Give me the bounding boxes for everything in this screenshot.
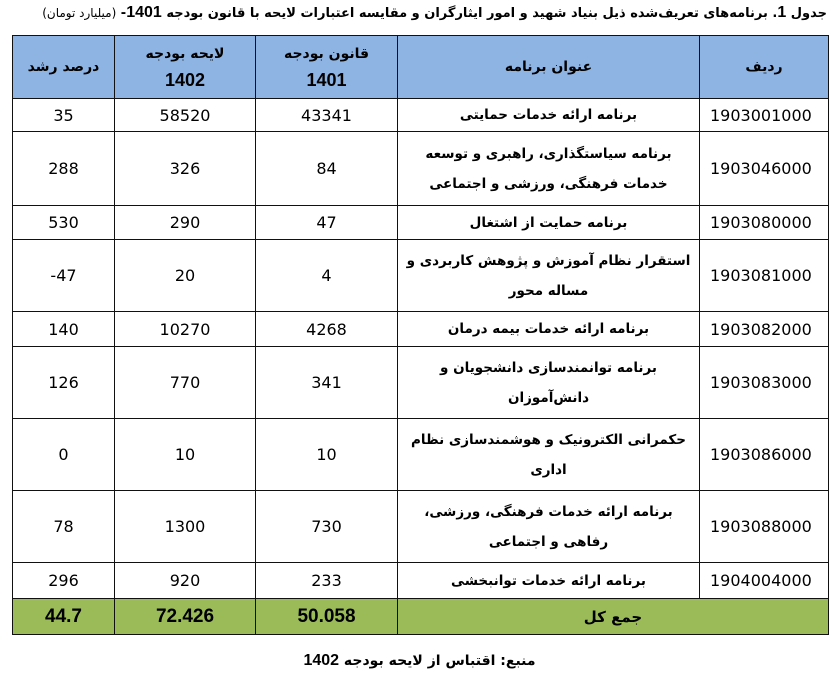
caption-year: 1401 (126, 4, 162, 21)
row-growth: 140 (13, 312, 115, 347)
row-bill-1402: 290 (115, 206, 256, 240)
row-bill-1402: 770 (115, 347, 256, 419)
total-bill-1402: 72.426 (115, 599, 256, 635)
row-growth: 126 (13, 347, 115, 419)
total-law-1401: 50.058 (256, 599, 398, 635)
row-law-1401: 43341 (256, 99, 398, 132)
caption-dash: - (116, 6, 127, 21)
row-code: 1903082000 (700, 312, 829, 347)
row-code: 1903001000 (700, 99, 829, 132)
caption-unit: (میلیارد تومان) (42, 6, 117, 20)
caption-prefix: جدول (786, 6, 827, 21)
row-law-1401: 4268 (256, 312, 398, 347)
row-code: 1904004000 (700, 563, 829, 599)
row-code: 1903080000 (700, 206, 829, 240)
row-growth: 288 (13, 132, 115, 206)
source-text: منبع: اقتباس از لایحه بودجه (339, 653, 536, 669)
row-title: برنامه ارائه خدمات حمایتی (398, 99, 700, 132)
header-law-1401-year: 1401 (306, 70, 347, 90)
total-growth: 44.7 (13, 599, 115, 635)
row-law-1401: 10 (256, 419, 398, 491)
source-year: 1402 (303, 652, 340, 669)
table-row (13, 491, 829, 563)
row-bill-1402: 1300 (115, 491, 256, 563)
table-row (13, 240, 829, 312)
header-bill-1402-year: 1402 (164, 70, 206, 90)
header-bill-1402-label: لایحه بودجه (145, 46, 225, 62)
row-growth: 0 (13, 419, 115, 491)
row-bill-1402: 10 (115, 419, 256, 491)
row-law-1401: 730 (256, 491, 398, 563)
row-code: 1903083000 (700, 347, 829, 419)
row-code: 1903046000 (700, 132, 829, 206)
row-growth: 296 (13, 563, 115, 599)
total-row (13, 599, 829, 635)
row-code: 1903088000 (700, 491, 829, 563)
row-growth: 35 (13, 99, 115, 132)
row-growth: -47 (13, 240, 115, 312)
row-law-1401: 84 (256, 132, 398, 206)
table-row (13, 206, 829, 240)
header-law-1401-label: قانون بودجه (283, 46, 370, 62)
row-title: برنامه ارائه خدمات توانبخشی (398, 563, 700, 599)
row-title: برنامه توانمندسازی دانشجویان و دانش‌آموزان (398, 347, 700, 419)
header-growth-pct: درصد رشد (13, 36, 115, 99)
row-bill-1402: 920 (115, 563, 256, 599)
table-row (13, 347, 829, 419)
table-row (13, 563, 829, 599)
table-caption (12, 3, 827, 24)
row-law-1401: 4 (256, 240, 398, 312)
table-row (13, 312, 829, 347)
row-code: 1903086000 (700, 419, 829, 491)
total-label: جمع کل (398, 599, 829, 635)
row-title: برنامه حمایت از اشتغال (398, 206, 700, 240)
table-row (13, 99, 829, 132)
row-law-1401: 341 (256, 347, 398, 419)
row-bill-1402: 20 (115, 240, 256, 312)
row-code: 1903081000 (700, 240, 829, 312)
caption-text: . برنامه‌های تعریف‌شده ذیل بنیاد شهید و امور ایثارگران و مقایسه اعتبارات لایحه با قانون بودجه (161, 6, 778, 21)
row-bill-1402: 10270 (115, 312, 256, 347)
row-growth: 530 (13, 206, 115, 240)
row-bill-1402: 326 (115, 132, 256, 206)
header-row-no: ردیف (700, 36, 829, 99)
header-row (13, 36, 829, 99)
header-bill-1402 (115, 36, 256, 99)
row-title: برنامه ارائه خدمات فرهنگی، ورزشی، رفاهی و اجتماعی (398, 491, 700, 563)
header-program-title: عنوان برنامه (398, 36, 700, 99)
header-law-1401 (256, 36, 398, 99)
caption-table-number: 1 (777, 4, 787, 21)
row-law-1401: 233 (256, 563, 398, 599)
source-note (0, 650, 839, 672)
budget-comparison-table (12, 35, 829, 635)
row-title: حکمرانی الکترونیک و هوشمندسازی نظام اداری (398, 419, 700, 491)
row-title: برنامه سیاستگذاری، راهبری و توسعه خدمات فرهنگی، ورزشی و اجتماعی (398, 132, 700, 206)
row-law-1401: 47 (256, 206, 398, 240)
table-row (13, 419, 829, 491)
row-growth: 78 (13, 491, 115, 563)
row-title: برنامه ارائه خدمات بیمه درمان (398, 312, 700, 347)
row-title: استقرار نظام آموزش و پژوهش کاربردی و مساله محور (398, 240, 700, 312)
table-row (13, 132, 829, 206)
row-bill-1402: 58520 (115, 99, 256, 132)
